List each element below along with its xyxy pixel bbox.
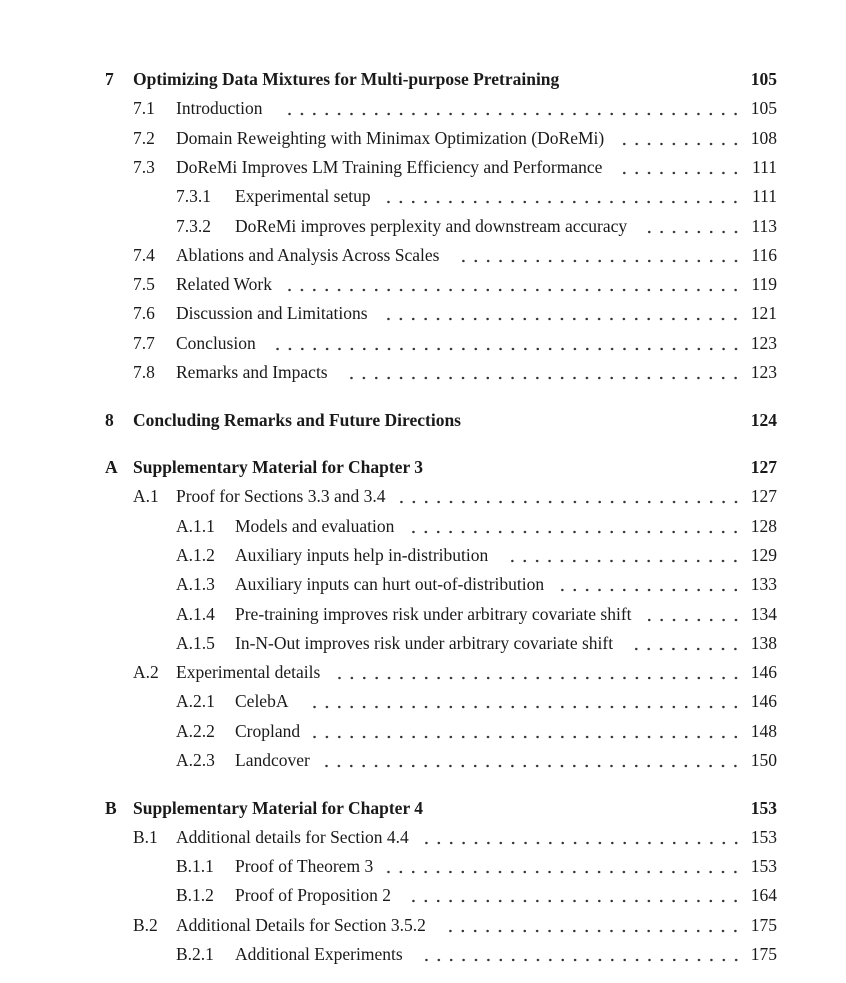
entry-page-number: 129 [750, 544, 777, 565]
entry-title: Cropland [235, 720, 301, 741]
entry-title: Conclusion [176, 332, 256, 353]
dot-leader [506, 543, 742, 567]
entry-title: Additional details for Section 4.4 [176, 826, 409, 847]
entry-page-number: 153 [750, 856, 777, 877]
toc-subsection-entry[interactable] [0, 602, 846, 626]
entry-title: Experimental setup [235, 186, 371, 207]
toc-subsection-entry[interactable] [0, 214, 846, 238]
entry-title: Additional Experiments [235, 944, 403, 964]
entry-page-number: 113 [751, 215, 777, 236]
toc-section-entry[interactable] [0, 484, 846, 508]
entry-title: Pre-training improves risk under arbitrary covariate shift [235, 603, 632, 624]
toc-section-entry[interactable] [0, 96, 846, 120]
entry-page-number: 138 [750, 632, 777, 653]
entry-page-number: 108 [750, 127, 777, 148]
dot-leader [271, 331, 742, 355]
toc-subsection-entry[interactable] [0, 883, 846, 907]
dot-leader [643, 214, 742, 238]
entry-number: B.1.2 [176, 885, 214, 906]
entry-number: B [105, 797, 117, 818]
entry-number: 7.3.1 [176, 186, 211, 207]
dot-leader [444, 913, 742, 937]
dot-leader [382, 184, 742, 208]
entry-number: A.1.4 [176, 603, 215, 624]
toc-subsection-entry[interactable] [0, 184, 846, 208]
toc-chapter-entry[interactable] [0, 796, 846, 820]
entry-page-number: 127 [750, 486, 777, 507]
entry-number: 7.3.2 [176, 215, 211, 236]
entry-page-number: 148 [750, 720, 777, 741]
entry-number: 7.5 [133, 274, 155, 295]
entry-title: DoReMi Improves LM Training Efficiency and Performance [176, 156, 603, 177]
entry-number: 7.3 [133, 156, 155, 177]
toc-subsection-entry[interactable] [0, 543, 846, 567]
entry-number: 7.8 [133, 362, 155, 382]
entry-number: A.2 [133, 662, 159, 683]
entry-number: 7 [105, 69, 114, 89]
toc-section-entry[interactable] [0, 301, 846, 325]
dot-leader [618, 155, 742, 179]
entry-title: Experimental details [176, 662, 321, 683]
dot-leader [382, 854, 742, 878]
entry-page-number: 150 [750, 750, 777, 770]
toc-section-entry[interactable] [0, 660, 846, 684]
entry-page-number: 105 [750, 69, 777, 89]
toc-chapter-entry[interactable] [0, 67, 846, 91]
dot-leader [308, 719, 742, 743]
entry-title: Concluding Remarks and Future Directions [133, 409, 461, 430]
entry-title: Landcover [235, 750, 310, 770]
toc-section-entry[interactable] [0, 331, 846, 355]
entry-title: Proof of Theorem 3 [235, 856, 374, 877]
entry-title: DoReMi improves perplexity and downstream accuracy [235, 215, 628, 236]
entry-title: Models and evaluation [235, 515, 395, 536]
entry-page-number: 146 [750, 662, 777, 683]
entry-title: Discussion and Limitations [176, 303, 368, 324]
dot-leader [407, 514, 742, 538]
dot-leader [407, 883, 742, 907]
toc-section-entry[interactable] [0, 155, 846, 179]
toc-section-entry[interactable] [0, 126, 846, 150]
entry-number: B.2 [133, 914, 158, 935]
dot-leader [320, 748, 742, 772]
entry-title: Auxiliary inputs can hurt out-of-distribution [235, 574, 545, 595]
entry-number: 7.1 [133, 98, 155, 119]
dot-leader [630, 631, 742, 655]
entry-number: A.2.3 [176, 750, 215, 770]
dot-leader [345, 360, 742, 384]
entry-page-number: 123 [750, 362, 777, 382]
entry-page-number: 119 [751, 274, 777, 295]
dot-leader [283, 96, 742, 120]
entry-title: In-N-Out improves risk under arbitrary covariate shift [235, 632, 614, 653]
entry-number: A [105, 457, 118, 477]
entry-number: B.2.1 [176, 944, 214, 964]
entry-page-number: 116 [751, 244, 777, 265]
entry-title: Ablations and Analysis Across Scales [176, 244, 440, 265]
toc-section-entry[interactable] [0, 825, 846, 849]
toc-chapter-entry[interactable] [0, 455, 846, 479]
dot-leader [395, 484, 742, 508]
toc-section-entry[interactable] [0, 272, 846, 296]
toc-subsection-entry[interactable] [0, 689, 846, 713]
toc-chapter-entry[interactable] [0, 408, 846, 432]
entry-number: A.1 [133, 486, 159, 507]
entry-number: 7.7 [133, 332, 155, 353]
entry-number: A.1.1 [176, 515, 215, 536]
dot-leader [283, 272, 742, 296]
dot-leader [333, 660, 742, 684]
entry-title: Introduction [176, 98, 263, 119]
entry-number: A.1.2 [176, 544, 215, 565]
entry-title: Supplementary Material for Chapter 4 [133, 797, 424, 818]
entry-page-number: 175 [750, 944, 777, 964]
entry-title: Proof for Sections 3.3 and 3.4 [176, 486, 386, 507]
toc-subsection-entry[interactable] [0, 748, 846, 772]
entry-page-number: 133 [750, 574, 777, 595]
entry-title: Remarks and Impacts [176, 362, 328, 382]
entry-title: Related Work [176, 274, 272, 295]
entry-number: B.1 [133, 826, 158, 847]
entry-page-number: 123 [750, 332, 777, 353]
entry-title: CelebA [235, 691, 289, 712]
entry-title: Auxiliary inputs help in-distribution [235, 544, 489, 565]
entry-page-number: 175 [750, 914, 777, 935]
entry-page-number: 153 [750, 797, 777, 818]
entry-page-number: 153 [750, 826, 777, 847]
toc-section-entry[interactable] [0, 360, 846, 384]
entry-number: 8 [105, 409, 114, 430]
entry-page-number: 134 [750, 603, 777, 624]
entry-number: 7.2 [133, 127, 155, 148]
entry-number: B.1.1 [176, 856, 214, 877]
dot-leader [308, 689, 742, 713]
entry-page-number: 164 [750, 885, 777, 906]
entry-page-number: 124 [750, 409, 777, 430]
toc-subsection-entry[interactable] [0, 631, 846, 655]
entry-title: Optimizing Data Mixtures for Multi-purpose Pretraining [133, 69, 560, 89]
dot-leader [643, 602, 742, 626]
entry-number: A.1.3 [176, 574, 215, 595]
toc-section-entry[interactable] [0, 243, 846, 267]
toc-subsection-entry[interactable] [0, 942, 846, 966]
entry-number: 7.6 [133, 303, 155, 324]
entry-title: Additional Details for Section 3.5.2 [176, 914, 426, 935]
entry-title: Proof of Proposition 2 [235, 885, 392, 906]
entry-page-number: 146 [750, 691, 777, 712]
toc-subsection-entry[interactable] [0, 719, 846, 743]
dot-leader [457, 243, 742, 267]
entry-page-number: 111 [752, 186, 777, 207]
entry-page-number: 128 [750, 515, 777, 536]
entry-title: Supplementary Material for Chapter 3 [133, 457, 424, 477]
entry-number: 7.4 [133, 244, 155, 265]
toc-subsection-entry[interactable] [0, 854, 846, 878]
entry-page-number: 111 [752, 156, 777, 177]
entry-title: Domain Reweighting with Minimax Optimization (DoReMi) [176, 127, 605, 148]
toc-subsection-entry[interactable] [0, 572, 846, 596]
entry-number: A.1.5 [176, 632, 215, 653]
entry-page-number: 121 [750, 303, 777, 324]
toc-subsection-entry[interactable] [0, 514, 846, 538]
dot-leader [618, 126, 742, 150]
dot-leader [420, 825, 742, 849]
entry-number: A.2.1 [176, 691, 215, 712]
entry-number: A.2.2 [176, 720, 215, 741]
dot-leader [382, 301, 742, 325]
toc-section-entry[interactable] [0, 913, 846, 937]
dot-leader [420, 942, 742, 966]
entry-page-number: 105 [750, 98, 777, 119]
entry-page-number: 127 [750, 457, 777, 477]
dot-leader [556, 572, 742, 596]
